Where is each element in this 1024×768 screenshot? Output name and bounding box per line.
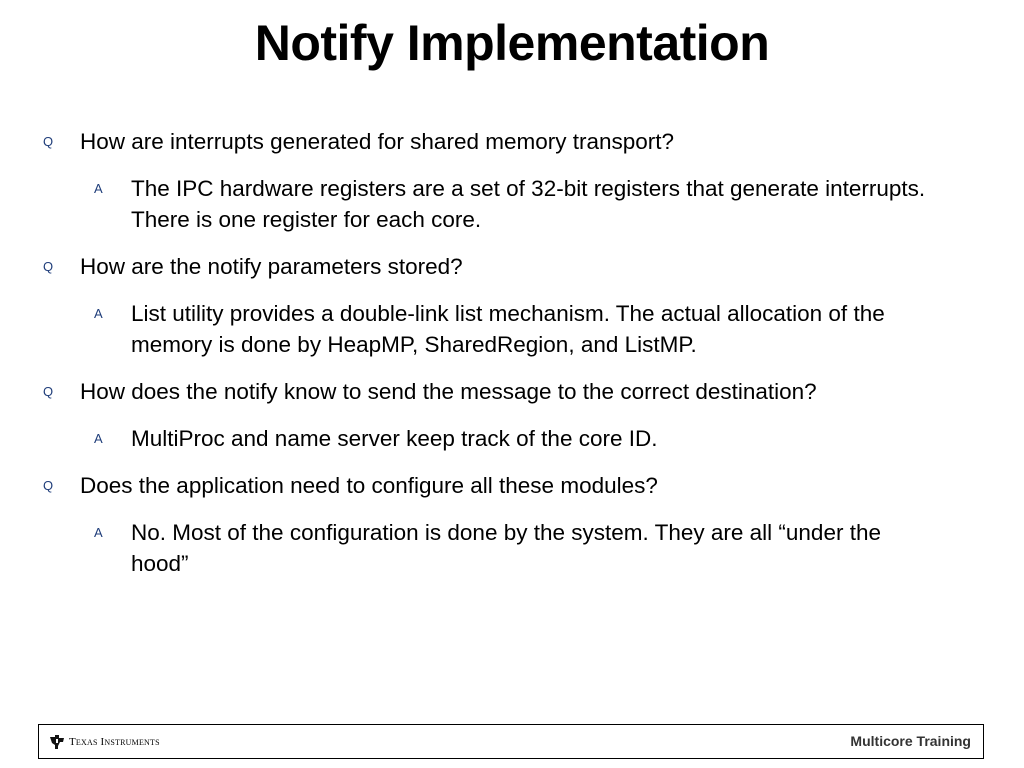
company-name: Texas Instruments xyxy=(69,736,160,748)
answer-marker: A xyxy=(94,306,103,321)
answer-text: No. Most of the configuration is done by the system. They are all “under the hood” xyxy=(131,520,881,576)
question-text: Does the application need to configure all these modules? xyxy=(80,473,658,498)
question-4 xyxy=(0,470,940,501)
answer-1 xyxy=(0,173,931,235)
question-marker: Q xyxy=(43,478,54,493)
company-logo xyxy=(49,734,160,750)
answer-4 xyxy=(0,517,931,579)
question-text: How are the notify parameters stored? xyxy=(80,254,463,279)
answer-3 xyxy=(0,423,931,454)
course-name: Multicore Training xyxy=(850,733,971,749)
answer-marker: A xyxy=(94,431,103,446)
answer-marker: A xyxy=(94,525,103,540)
texas-instruments-logo-icon xyxy=(49,734,65,750)
question-marker: Q xyxy=(43,134,54,149)
answer-text: The IPC hardware registers are a set of 32-bit registers that generate interrupts. There is one register for each core. xyxy=(131,176,926,232)
slide-footer xyxy=(38,724,984,759)
question-3 xyxy=(0,376,940,407)
qa-list xyxy=(0,126,1024,595)
question-marker: Q xyxy=(43,259,54,274)
question-2 xyxy=(0,251,940,282)
slide-title: Notify Implementation xyxy=(254,15,770,71)
question-1 xyxy=(0,126,940,157)
answer-text: MultiProc and name server keep track of the core ID. xyxy=(131,426,658,451)
answer-marker: A xyxy=(94,181,103,196)
question-text: How does the notify know to send the message to the correct destination? xyxy=(80,379,817,404)
question-marker: Q xyxy=(43,384,54,399)
question-text: How are interrupts generated for shared memory transport? xyxy=(80,129,675,154)
answer-text: List utility provides a double-link list mechanism. The actual allocation of the memory is done by HeapMP, SharedRegion, and ListMP. xyxy=(131,301,885,357)
answer-2 xyxy=(0,298,931,360)
